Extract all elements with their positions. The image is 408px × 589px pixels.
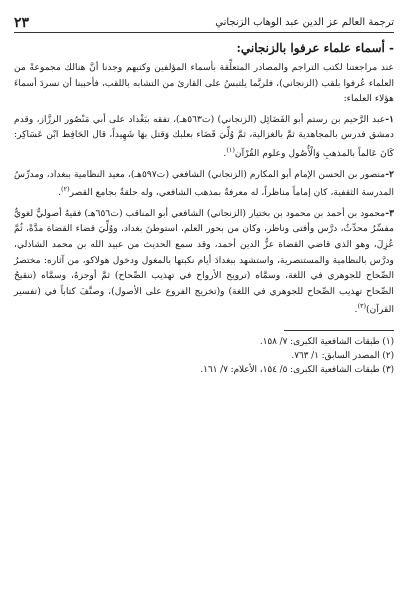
running-header — [14, 2, 394, 33]
entry-text: عبد الرَّحيم بن رستم أبو الفَضَائِل (الزنجاني) (ت٥٦٣هـ)، تفقه ببَغْداد على أبي مَنْصُور الرزَّاز، وقدم دمشق فدرس بالمجاهدية ثمَّ بالغزالية، ثمَّ وُلِّيَ قَضَاء بعلبك وَقتل بهَا شَهِيداً، قال الحَافِظ ابْن عَسَاكِر: كَانَ عَالماً بالمذهبِ وَالْأُصُول وعلوم القُرْآن — [14, 113, 394, 160]
section-heading: - أسماء علماء عرفوا بالزنجاني: — [236, 41, 394, 55]
footnote-ref: (٢) — [61, 185, 70, 194]
footnote-divider — [284, 330, 394, 331]
entry-3: ٣-محمود بن أحمد بن محمود بن بختيار (الزنجاني) الشافعي أبو المناقب (ت٦٥٦هـ) فقيهٌ أصوليٌّ لغويٌّ مفسِّرٌ محدِّثٌ، درَّس وأفتى وناظر، وكان من بحور العلم، استوطنَ بغداد، ووُلِّيَ قضاء القضاة مدَّةً، ثُمَّ عُزِلَ، وهو الذي قاضي القضاة عزُّ الدين أحمد، وقد سمع الحديث من عبيد الله بن محمد الشاذلي، ودرَّس بالنظامية والمستنصرية، واستشهد ببغدادَ أيام نكبتها بالمغول ودخول هولاكو، من آثاره: مختصرُ الصِّحاح للجوهري في اللغة، وسمَّاه (ترويح الأرواح في تهذيب الصِّحاح) ثمَّ أوجزهُ، وسمَّاه (تنقيحُ الصِّحاح تهذيب الصِّحاح للجوهري في اللغة) و(تخريج الفروع على الأصول)، وصنَّفَ كتاباً في (تفسير القرآن)$^{(٣)}$. — [14, 207, 394, 316]
footnote-3: (٣) طبقات الشافعية الكبرى: ٥/ ١٥٤، الأعلام: ٧/ ١٦١. — [200, 365, 394, 376]
entry-2: ٢-منصور بن الحسن الإمام أبو المكارم (الزنجاني) الشافعي (ت٥٩٧هـ)، معيد النظامية ببغداد، ومدرِّسُ المدرسة الثقفية، كان إماماً مناظراً، له معرفةٌ بمذهب الشافعي، وله حلقةٌ بجامع القصر$^{(٢)}$. — [14, 168, 394, 199]
footnote-1: (١) طبقات الشافعية الكبرى: ٧/ ١٥٨. — [259, 337, 394, 348]
intro-paragraph: عند مراجعتنا لكتب التراجم والمصادر المتعلِّقة بأسماء المؤلفين وكتبهم وجدنا أنَّ هنالك مجموعةً من العلماء عُرفوا بلقب (الزنجاني)، فلربَّما يلتبسُ على القارئ من التشابه باللقب، فأحببنا أن نسردَ أسماءَ هؤلاء العلماء: — [14, 62, 394, 105]
page-number: ٢٣ — [14, 15, 30, 31]
entry-text: منصور بن الحسن الإمام أبو المكارم (الزنجاني) الشافعي (ت٥٩٧هـ)، معيد النظامية ببغداد، ومدرِّسُ المدرسة الثقفية، كان إماماً مناظراً، له معرفةٌ بمذهب الشافعي، وله حلقةٌ بجامع القصر — [14, 168, 394, 199]
entry-number: ١- — [385, 113, 395, 125]
footnote-ref: (١) — [226, 145, 235, 154]
header-title: ترجمة العالم عز الدين عبد الوهاب الزنجاني — [215, 17, 394, 28]
footnotes — [14, 335, 394, 377]
footnote-ref: (٣) — [357, 302, 367, 311]
entry-number: ٢- — [385, 168, 394, 180]
document-page — [0, 2, 408, 589]
footnote-2: (٢) المصدر السابق: ١/ ٧٦٣. — [291, 351, 394, 362]
entry-number: ٣- — [385, 207, 394, 219]
entry-text: محمود بن أحمد بن محمود بن بختيار (الزنجاني) الشافعي أبو المناقب (ت٦٥٦هـ) فقيهٌ أصوليٌّ لغويٌّ مفسِّرٌ محدِّثٌ، درَّس وأفتى وناظر، وكان من بحور العلم، استوطنَ بغداد، ووُلِّيَ قضاء القضاة مدَّةً، ثُمَّ عُزِلَ، وهو الذي قاضي القضاة عزُّ الدين أحمد، وقد سمع الحديث من عبيد الله بن محمد الشاذلي، ودرَّس بالنظامية والمستنصرية، واستشهد ببغدادَ أيام نكبتها بالمغول ودخول هولاكو، من آثاره: مختصرُ الصِّحاح للجوهري في اللغة، وسمَّاه (ترويح الأرواح في تهذيب الصِّحاح) ثمَّ أوجزهُ، وسمَّاه (تنقيحُ الصِّحاح تهذيب الصِّحاح للجوهري في اللغة) و(تخريج الفروع على الأصول)، وصنَّفَ كتاباً في (تفسير القرآن) — [14, 207, 394, 316]
entry-1: ١-عبد الرَّحيم بن رستم أبو الفَضَائِل (الزنجاني) (ت٥٦٣هـ)، تفقه ببَغْداد على أبي مَنْصُور الرزَّاز، وقدم دمشق فدرس بالمجاهدية ثمَّ بالغزالية، ثمَّ وُلِّيَ قَضَاء بعلبك وَقتل بهَا شَهِيداً، قال الحَافِظ ابْن عَسَاكِر: كَانَ عَالماً بالمذهبِ وَالْأُصُول وعلوم القُرْآن$^{(١)}$. — [14, 113, 395, 160]
